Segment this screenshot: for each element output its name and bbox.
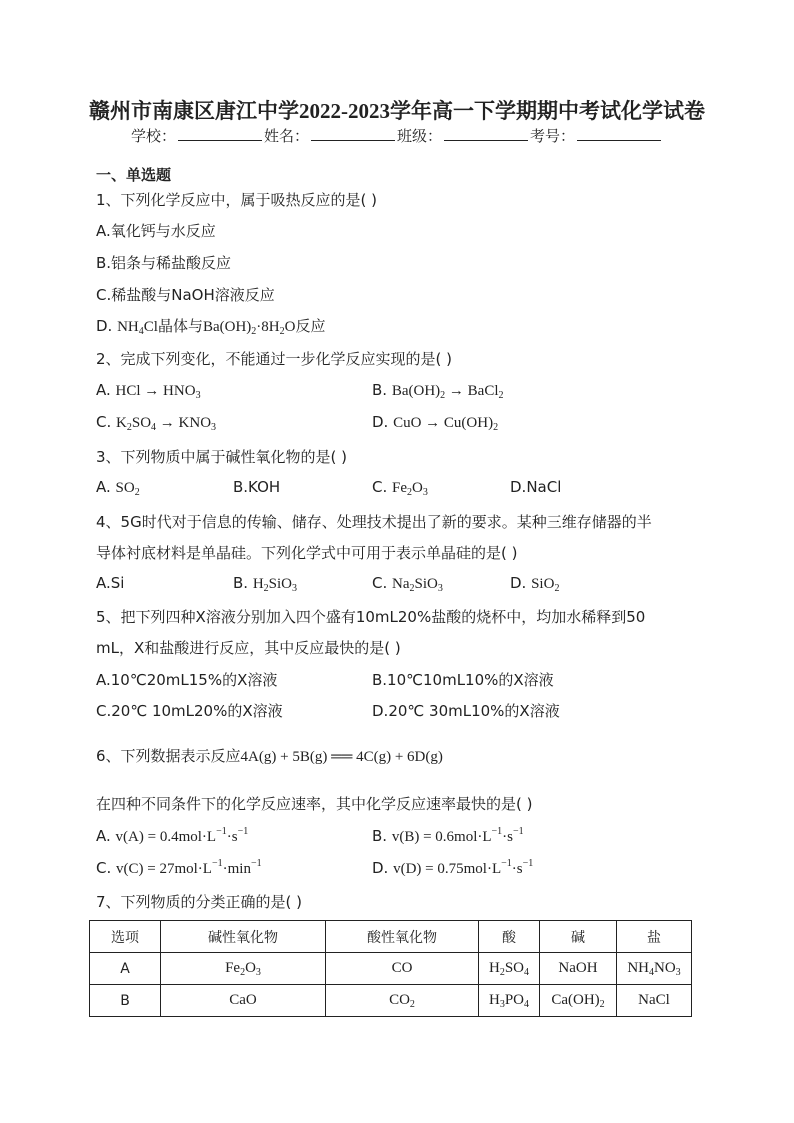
q3-option-a: A. $SO_2$ [96,478,140,498]
q7-classification-table [89,920,692,1017]
table-cell: $H_3PO_4$ [479,985,540,1017]
q4-option-c: C. $Na_2SiO_3$ [372,574,443,594]
q6-stem: 6、下列数据表示反应4A(g) + 5B(g) ══ 4C(g) + 6D(g) [96,747,443,765]
student-info-line [0,125,794,146]
row-label: A [90,953,161,985]
exam-no-blank[interactable] [577,127,661,141]
q1-option-a: A.氧化钙与水反应 [96,222,216,240]
q1-option-d: D. $NH_4Cl$晶体与$Ba(OH)_2\cdot 8H_2O$反应 [96,317,326,337]
table-row [90,953,692,985]
q1-stem: 1、下列化学反应中，属于吸热反应的是( ) [96,191,378,209]
q4-stem-line2: 导体衬底材料是单晶硅。下列化学式中可用于表示单晶硅的是( ) [96,544,518,562]
q4-option-a: A.Si [96,574,125,592]
school-blank[interactable] [178,127,262,141]
q6-option-c: C. $v(C) = 27mol\cdot L^{-1}\cdot\min^{-1}$ [96,858,262,877]
header-option: 选项 [90,921,161,953]
table-cell: $CO_2$ [326,985,479,1017]
q3-option-d: D.NaCl [510,478,562,496]
q4-option-d: D. SiO$_2$ [510,574,560,594]
q4-option-b: B. $H_2SiO_3$ [233,574,298,594]
row-label: B [90,985,161,1017]
q5-stem-line2: mL，X和盐酸进行反应，其中反应最快的是( ) [96,639,401,657]
q2-option-c: C. $K_2SO_4 \to KNO_3$ [96,413,217,433]
table-cell: $NH_4NO_3$ [617,953,692,985]
exam-no-label: 考号： [530,127,576,145]
header-salt: 盐 [617,921,692,953]
q5-option-d: D.20℃ 30mL10%的X溶液 [372,702,560,720]
table-row [90,985,692,1017]
table-cell: CO [326,953,479,985]
table-header-row [90,921,692,953]
table-cell: $Ca(OH)_2$ [540,985,617,1017]
header-basic-oxide: 碱性氧化物 [161,921,326,953]
q3-stem: 3、下列物质中属于碱性氧化物的是( ) [96,448,348,466]
q2-option-d: D. CuO → $Cu(OH)_2$ [372,413,499,433]
q6-option-a: A. $v(A) = 0.4mol\cdot L^{-1}\cdot s^{-1}$ [96,826,249,845]
q5-option-b: B.10℃10mL10%的X溶液 [372,671,554,689]
q1-option-c: C.稀盐酸与NaOH溶液反应 [96,286,275,304]
q5-option-a: A.10℃20mL15%的X溶液 [96,671,278,689]
table-cell: $H_2SO_4$ [479,953,540,985]
header-base: 碱 [540,921,617,953]
q1-option-b: B.铝条与稀盐酸反应 [96,254,232,272]
exam-title: 赣州市南康区唐江中学2022-2023学年高一下学期期中考试化学试卷 [89,99,705,123]
table-cell: CaO [161,985,326,1017]
q2-option-a: A. HCl → $HNO_3$ [96,381,201,401]
q3-option-b: B.KOH [233,478,281,496]
class-label: 班级： [397,127,443,145]
q5-stem-line1: 5、把下列四种X溶液分别加入四个盛有10mL20%盐酸的烧杯中，均加水稀释到50 [96,608,646,626]
q6-option-d: D. $v(D) = 0.75mol\cdot L^{-1}\cdot s^{-1}$ [372,858,534,877]
name-label: 姓名： [263,127,309,145]
table-cell: NaCl [617,985,692,1017]
school-label: 学校： [130,127,176,145]
table-cell: $Fe_2O_3$ [161,953,326,985]
q3-option-c: C. $Fe_2O_3$ [372,478,428,498]
class-blank[interactable] [444,127,528,141]
q4-stem-line1: 4、5G时代对于信息的传输、储存、处理技术提出了新的要求。某种三维存储器的半 [96,513,652,531]
q5-option-c: C.20℃ 10mL20%的X溶液 [96,702,283,720]
q7-stem: 7、下列物质的分类正确的是( ) [96,893,303,911]
q6-option-b: B. $v(B) = 0.6mol\cdot L^{-1}\cdot s^{-1}$ [372,826,524,845]
header-acid: 酸 [479,921,540,953]
table-cell: NaOH [540,953,617,985]
q2-option-b: B. $Ba(OH)_2$ → BaCl$_2$ [372,381,504,401]
name-blank[interactable] [311,127,395,141]
section-title: 一、单选题 [96,166,172,184]
header-acidic-oxide: 酸性氧化物 [326,921,479,953]
q2-stem: 2、完成下列变化，不能通过一步化学反应实现的是( ) [96,350,453,368]
q6-stem-line2: 在四种不同条件下的化学反应速率，其中化学反应速率最快的是( ) [96,795,533,813]
